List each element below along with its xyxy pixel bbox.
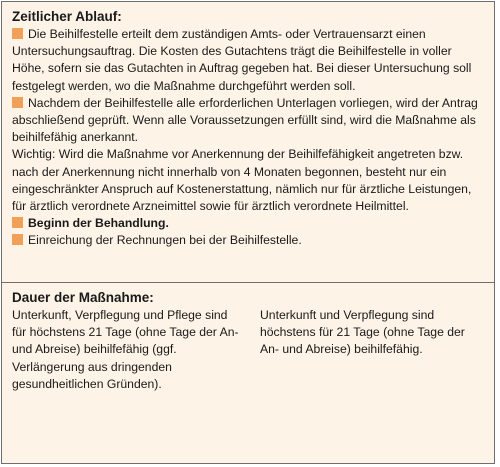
duration-section [2,289,494,391]
square-bullet-icon [12,28,23,39]
duration-heading: Dauer der Maßnahme: [12,290,154,305]
timeline-item-3-text: Beginn der Behandlung. [28,216,169,231]
timeline-note: Wichtig: Wird die Maßnahme vor Anerkennung der Beihilfefähigkeit angetreten bzw. nach der Anerkennung nicht innerhalb von 4 Monaten begonnen, besteht nur ein eingeschränkter Anspruch auf Kostenerstattung, nämlich nur für ärztliche Leistungen, für ärztlich verordnete Arzneimittel sowie für ärztlich verordnete Heilmittel. [12,147,472,214]
info-box [1,1,495,464]
timeline-item-3 [12,215,484,232]
square-bullet-icon [12,97,23,108]
timeline-item-2 [12,95,484,147]
duration-right-text: Unterkunft und Verpflegung sind höchstens für 21 Tage (ohne Tage der An- und Abreise) beihilfefähig. [260,308,465,357]
timeline-item-2-text: Nachdem der Beihilfestelle alle erforderlichen Unterlagen vorliegen, wird der Antrag abschließend geprüft. Wenn alle Voraussetzungen erfüllt sind, wird die Maßnahme als beihilfefähig anerkannt. [12,95,478,145]
timeline-item-4 [12,232,484,249]
section-divider [2,282,494,283]
timeline-item-1-text: Die Beihilfestelle erteilt dem zuständigen Amts- oder Vertrauensarzt einen Untersuchungsauftrag. Die Kosten des Gutachtens trägt die Beihilfestelle in voller Höhe, sofern sie das Gutachten in Auftrag gegeben hat. Bei dieser Untersuchung soll festgelegt werden, wo die Maßnahme durchgeführt werden soll. [12,27,472,93]
timeline-item-4-text: Einreichung der Rechnungen bei der Beihilfestelle. [28,233,302,248]
timeline-heading: Zeitlicher Ablauf: [12,9,122,24]
square-bullet-icon [12,234,23,245]
duration-left-text: Unterkunft, Verpflegung und Pflege sind für höchstens 21 Tage (ohne Tage der An- und Abreise) beihilfefähig (ggf. Verlängerung aus dringenden gesundheitlichen Gründen). [12,308,239,391]
timeline-section [2,8,494,250]
timeline-item-1 [12,26,484,95]
square-bullet-icon [12,217,23,228]
